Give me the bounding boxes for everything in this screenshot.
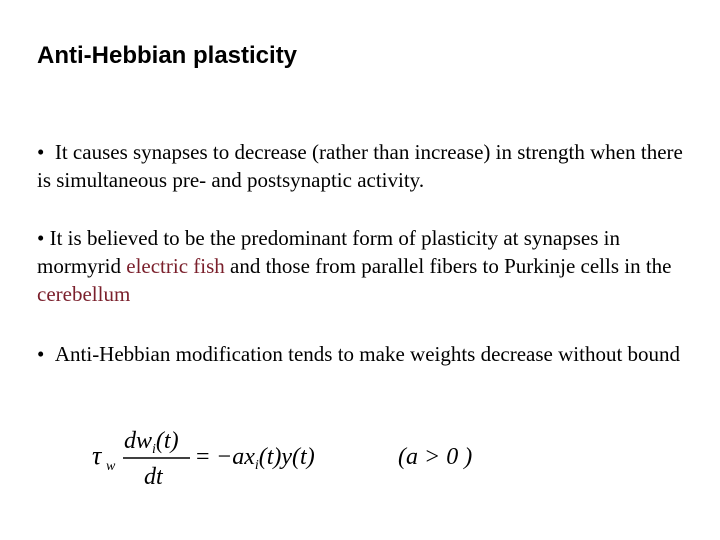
tau-symbol: τ xyxy=(92,441,102,470)
bullet-marker: • xyxy=(37,140,45,164)
bullet-3 xyxy=(37,340,697,368)
numerator-subscript: i xyxy=(152,442,156,457)
bullet-3-text: Anti-Hebbian modification tends to make weights decrease without bound xyxy=(54,342,681,366)
fraction-denominator: dt xyxy=(144,464,163,490)
slide-title: Anti-Hebbian plasticity xyxy=(37,42,298,69)
rhs-main: −ax xyxy=(216,444,255,470)
rhs-subscript: i xyxy=(254,458,259,473)
electric-fish-link[interactable]: electric fish xyxy=(126,254,225,278)
equals-sign: = xyxy=(196,444,210,470)
cerebellum-link[interactable]: cerebellum xyxy=(37,282,131,306)
bullet-2 xyxy=(37,224,697,308)
rhs-rest: (t)y(t) xyxy=(258,444,315,470)
fraction-numerator xyxy=(124,428,179,457)
bullet-marker: • xyxy=(37,342,45,366)
bullet-1-text: It causes synapses to decrease (rather than increase) in strength when there is simultaneous pre- and postsynaptic activity. xyxy=(37,140,683,192)
bullet-1 xyxy=(37,138,697,194)
equation-rhs xyxy=(216,444,315,473)
bullet-2-text-before: It is believed to be the predominant form of plasticity at synapses in mormyrid xyxy=(37,226,620,278)
numerator-d: dw xyxy=(124,428,153,454)
tau-subscript: w xyxy=(106,459,116,474)
anti-hebbian-equation xyxy=(92,424,492,494)
bullet-2-text-middle: and those from parallel fibers to Purkinje cells in the xyxy=(224,254,672,278)
numerator-arg: (t) xyxy=(155,428,179,454)
bullet-marker: • xyxy=(37,226,45,250)
equation-condition: (a > 0 ) xyxy=(398,444,473,470)
